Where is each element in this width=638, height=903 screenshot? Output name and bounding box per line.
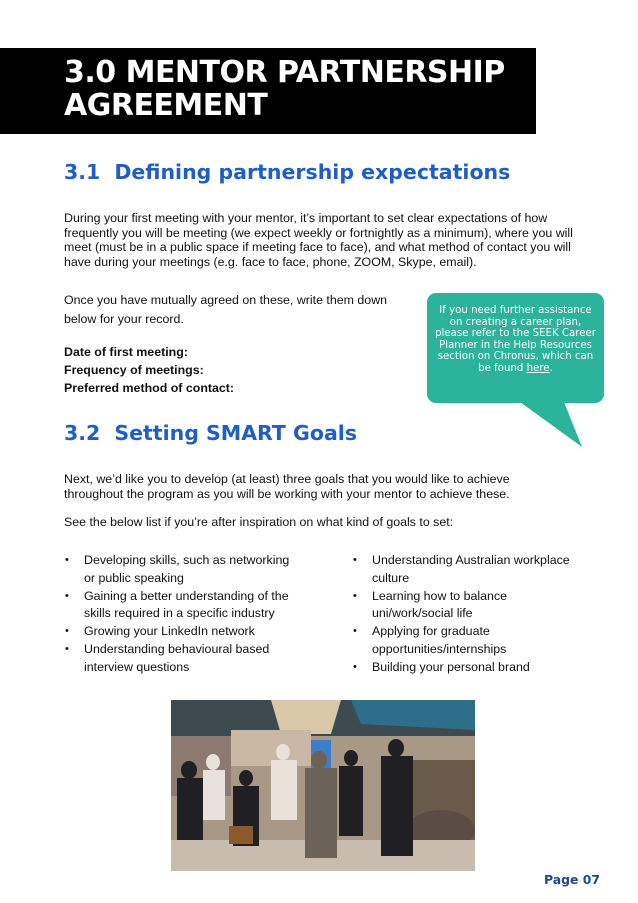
agreement-paragraph bbox=[64, 291, 414, 328]
list-item bbox=[65, 623, 344, 641]
list-item bbox=[353, 623, 632, 659]
callout-tail bbox=[520, 402, 584, 448]
field-preferred-contact: Preferred method of contact: bbox=[64, 381, 235, 395]
bullet-icon: • bbox=[353, 625, 357, 638]
page-title bbox=[64, 56, 505, 122]
goals-list-right bbox=[351, 552, 632, 677]
agreement-line-1: Once you have mutually agreed on these, write them down bbox=[64, 293, 388, 307]
page-number: Page 07 bbox=[544, 872, 600, 887]
help-callout bbox=[427, 293, 604, 403]
inspiration-paragraph: See the below list if you’re after inspiration on what kind of goals to set: bbox=[64, 515, 454, 529]
title-line-1: 3.0 MENTOR PARTNERSHIP bbox=[64, 55, 505, 90]
goals-paragraph: Next, we’d like you to develop (at least) three goals that you would like to achieve throughout the program as you will be working with your mentor to achieve these. bbox=[64, 472, 510, 501]
networking-event-photo bbox=[171, 700, 475, 871]
list-item bbox=[65, 552, 344, 588]
title-banner bbox=[0, 48, 536, 134]
list-item-text: culture bbox=[372, 570, 410, 585]
goals-list-left bbox=[63, 552, 344, 677]
field-frequency-meetings: Frequency of meetings: bbox=[64, 363, 204, 377]
bullet-icon: • bbox=[65, 625, 69, 638]
here-link[interactable]: here bbox=[526, 362, 550, 374]
callout-text: If you need further assistance on creating a career plan, please refer to the SEEK Career Planner in the Help Resources section on Chronus, which can be found here. bbox=[435, 305, 596, 374]
list-item-text: opportunities/internships bbox=[372, 641, 507, 656]
title-line-2: AGREEMENT bbox=[64, 88, 268, 123]
list-item-text: interview questions bbox=[84, 659, 190, 674]
list-item-text: Developing skills, such as networking bbox=[84, 553, 290, 567]
list-item bbox=[65, 588, 344, 624]
section-heading-3-2 bbox=[64, 421, 357, 445]
bullet-icon: • bbox=[353, 589, 357, 602]
list-item bbox=[353, 659, 632, 677]
bullet-icon: • bbox=[65, 554, 69, 566]
list-item-text: Understanding behavioural based bbox=[84, 641, 270, 656]
list-item-text: Growing your LinkedIn network bbox=[84, 624, 255, 639]
section-number: 3.2 bbox=[64, 421, 101, 445]
bullet-icon: • bbox=[353, 660, 357, 673]
list-item-text: uni/work/social life bbox=[372, 606, 473, 621]
expectations-paragraph: During your first meeting with your mentor, it’s important to set clear expectations of how frequently you will be meeting (we expect weekly or fortnightly as a minimum), where you will meet (must be in a public space if meeting face to face), and what method of contact you will have during your meetings (e.g. face to face, phone, ZOOM, Skype, email). bbox=[64, 211, 573, 269]
list-item-text: or public speaking bbox=[84, 570, 184, 585]
bullet-icon: • bbox=[353, 554, 357, 566]
list-item-text: Understanding Australian workplace bbox=[372, 553, 570, 567]
bullet-icon: • bbox=[65, 642, 69, 655]
section-title: Defining partnership expectations bbox=[114, 160, 511, 184]
list-item-text: Applying for graduate bbox=[372, 624, 490, 639]
list-item bbox=[353, 588, 632, 624]
field-date-first-meeting: Date of first meeting: bbox=[64, 345, 188, 359]
list-item bbox=[65, 641, 344, 677]
agreement-line-2: below for your record. bbox=[64, 311, 184, 326]
section-number: 3.1 bbox=[64, 160, 101, 184]
section-title: Setting SMART Goals bbox=[114, 421, 358, 445]
list-item-text: Gaining a better understanding of the bbox=[84, 588, 289, 603]
section-heading-3-1 bbox=[64, 160, 510, 184]
list-item-text: skills required in a specific industry bbox=[84, 606, 275, 621]
list-item-text: Learning how to balance bbox=[372, 588, 508, 603]
list-item bbox=[353, 552, 632, 588]
bullet-icon: • bbox=[65, 589, 69, 602]
list-item-text: Building your personal brand bbox=[372, 659, 530, 674]
